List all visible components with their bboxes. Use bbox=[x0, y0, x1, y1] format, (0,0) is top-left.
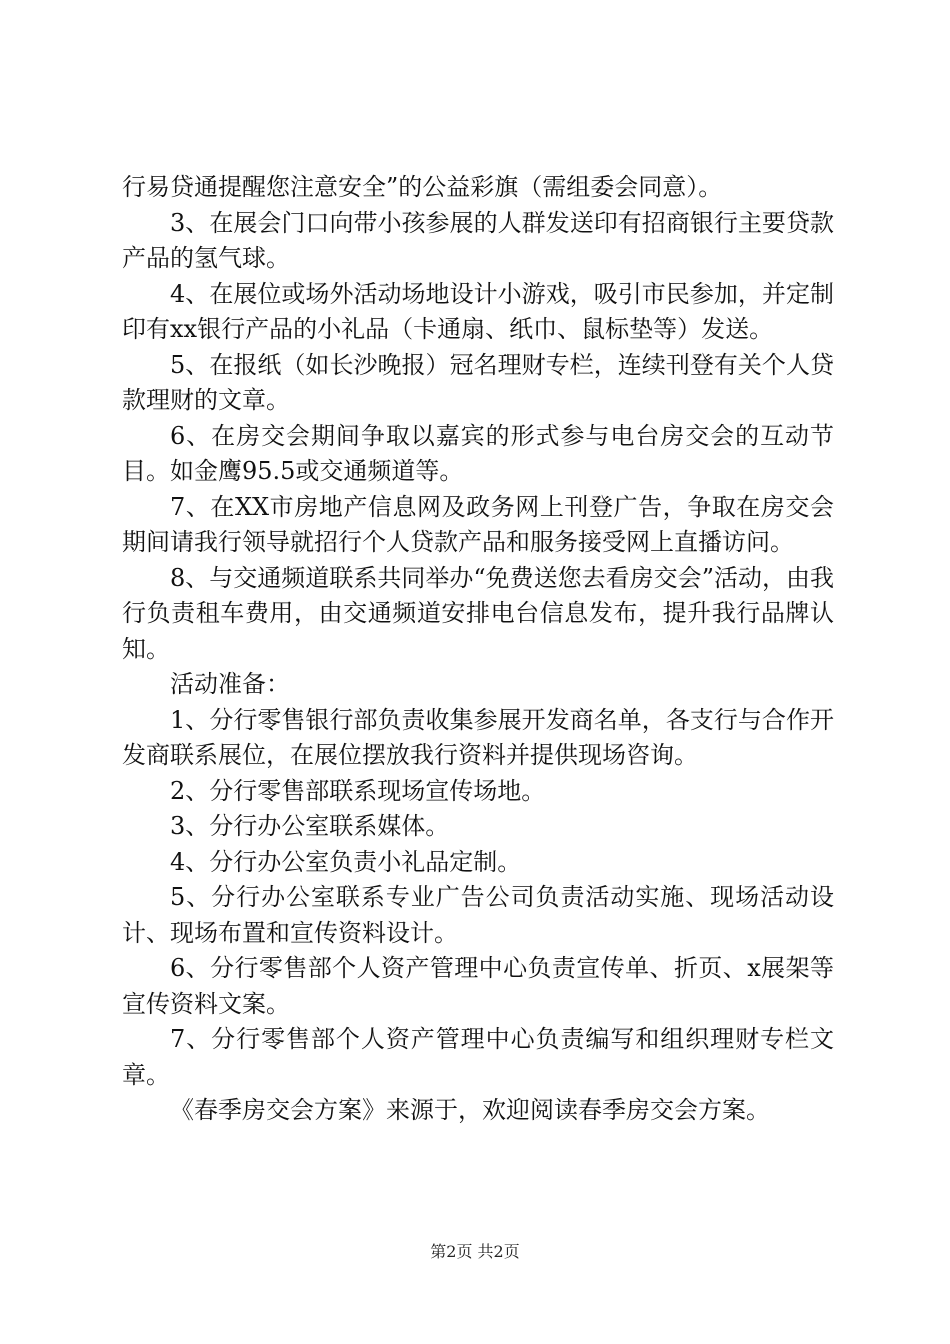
paragraph-item-5: 5、在报纸（如长沙晚报）冠名理财专栏，连续刊登有关个人贷款理财的文章。 bbox=[122, 350, 834, 414]
prep-item-1: 1、分行零售银行部负责收集参展开发商名单，各支行与合作开发商联系展位，在展位摆放我行资料并提供现场咨询。 bbox=[122, 705, 834, 769]
prep-item-7: 7、分行零售部个人资产管理中心负责编写和组织理财专栏文章。 bbox=[122, 1025, 834, 1089]
paragraph-continuation: 行易贷通提醒您注意安全”的公益彩旗（需组委会同意）。 bbox=[122, 173, 723, 201]
page-footer: 第2页 共2页 bbox=[430, 1242, 520, 1261]
section-heading-preparation: 活动准备： bbox=[170, 670, 290, 698]
source-note: 《春季房交会方案》来源于，欢迎阅读春季房交会方案。 bbox=[170, 1096, 770, 1124]
paragraph-item-4: 4、在展位或场外活动场地设计小游戏，吸引市民参加，并定制印有xx银行产品的小礼品（卡通扇、纸巾、鼠标垫等）发送。 bbox=[122, 279, 834, 343]
paragraph-item-8: 8、与交通频道联系共同举办“免费送您去看房交会”活动，由我行负责租车费用，由交通频道安排电台信息发布，提升我行品牌认知。 bbox=[122, 563, 834, 663]
prep-item-5: 5、分行办公室联系专业广告公司负责活动实施、现场活动设计、现场布置和宣传资料设计。 bbox=[122, 883, 834, 947]
document-body bbox=[122, 170, 834, 1129]
paragraph-item-3: 3、在展会门口向带小孩参展的人群发送印有招商银行主要贷款产品的氢气球。 bbox=[122, 208, 834, 272]
paragraph-item-7: 7、在XX市房地产信息网及政务网上刊登广告，争取在房交会期间请我行领导就招行个人贷款产品和服务接受网上直播访问。 bbox=[122, 492, 834, 556]
paragraph-item-6: 6、在房交会期间争取以嘉宾的形式参与电台房交会的互动节目。如金鹰95.5或交通频道等。 bbox=[122, 421, 834, 485]
prep-item-4: 4、分行办公室负责小礼品定制。 bbox=[170, 847, 522, 876]
prep-item-3: 3、分行办公室联系媒体。 bbox=[170, 812, 450, 840]
prep-item-2: 2、分行零售部联系现场宣传场地。 bbox=[170, 776, 546, 805]
prep-item-6: 6、分行零售部个人资产管理中心负责宣传单、折页、x展架等宣传资料文案。 bbox=[122, 954, 834, 1018]
